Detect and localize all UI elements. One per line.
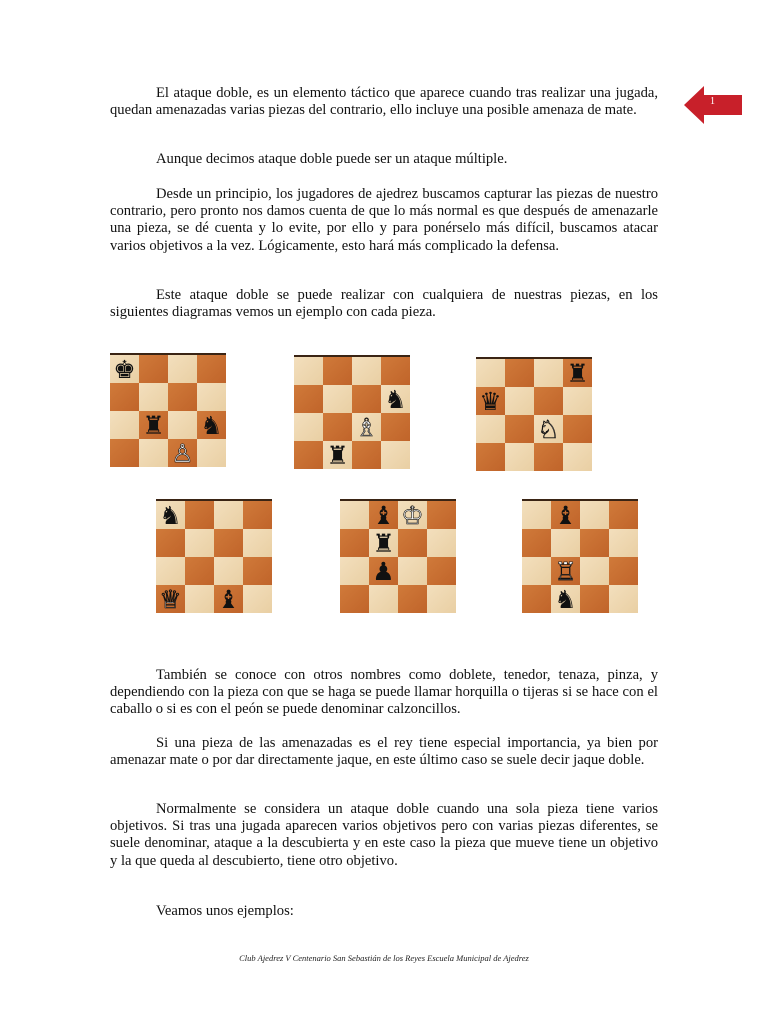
board-square bbox=[168, 439, 197, 467]
board-square bbox=[110, 411, 139, 439]
chess-diagram-4 bbox=[156, 499, 272, 613]
board-square bbox=[522, 501, 551, 529]
black-bishop-icon: ♝ bbox=[372, 500, 395, 530]
board-square bbox=[476, 443, 505, 471]
paragraph-beginning bbox=[110, 186, 658, 255]
white-pawn-icon: ♙ bbox=[171, 438, 194, 468]
board-square bbox=[294, 357, 323, 385]
paragraph-discovered-attack bbox=[110, 801, 658, 870]
board-square bbox=[340, 529, 369, 557]
board-square bbox=[505, 359, 534, 387]
board-square bbox=[294, 441, 323, 469]
board-square bbox=[427, 585, 456, 613]
board-square bbox=[340, 557, 369, 585]
board-square bbox=[185, 557, 214, 585]
board-square bbox=[398, 585, 427, 613]
board-square bbox=[352, 413, 381, 441]
board-square bbox=[398, 501, 427, 529]
board-square bbox=[243, 501, 272, 529]
board-square bbox=[534, 415, 563, 443]
board-square bbox=[505, 415, 534, 443]
chess-diagram-2 bbox=[294, 355, 410, 469]
board-square bbox=[168, 383, 197, 411]
board-square bbox=[563, 415, 592, 443]
board-square bbox=[294, 413, 323, 441]
black-king-icon: ♚ bbox=[113, 354, 136, 384]
board-square bbox=[214, 529, 243, 557]
board-square bbox=[522, 529, 551, 557]
chess-diagram-1 bbox=[110, 353, 226, 467]
board-square bbox=[197, 383, 226, 411]
paragraph-text: Este ataque doble se puede realizar con cualquiera de nuestras piezas, en los siguientes diagramas vemos un ejemplo con cada pieza. bbox=[110, 287, 658, 321]
board-square bbox=[323, 413, 352, 441]
board-square bbox=[243, 557, 272, 585]
board-square bbox=[476, 415, 505, 443]
board-square bbox=[563, 443, 592, 471]
board-square bbox=[156, 501, 185, 529]
board-square bbox=[534, 359, 563, 387]
board-square bbox=[323, 441, 352, 469]
board-square bbox=[551, 585, 580, 613]
board-square bbox=[427, 557, 456, 585]
board-square bbox=[427, 529, 456, 557]
chess-diagram-3 bbox=[476, 357, 592, 471]
board-square bbox=[369, 529, 398, 557]
board-square bbox=[340, 585, 369, 613]
paragraph-diagrams-intro bbox=[110, 287, 658, 321]
board-square bbox=[243, 529, 272, 557]
board-square bbox=[197, 411, 226, 439]
black-rook-icon: ♜ bbox=[326, 440, 349, 470]
board-square bbox=[139, 355, 168, 383]
board-square bbox=[340, 501, 369, 529]
black-rook-icon: ♜ bbox=[142, 410, 165, 440]
board-square bbox=[551, 501, 580, 529]
white-queen-icon: ♕ bbox=[159, 584, 182, 614]
board-square bbox=[398, 529, 427, 557]
board-square bbox=[381, 357, 410, 385]
board-square bbox=[369, 501, 398, 529]
page-number: 1 bbox=[710, 96, 715, 107]
paragraph-text: Si una pieza de las amenazadas es el rey tiene especial importancia, ya bien por amenazar mate o por dar directamente jaque, en este último caso se suele decir jaque doble. bbox=[110, 735, 658, 769]
board-square bbox=[214, 585, 243, 613]
board-square bbox=[534, 443, 563, 471]
board-square bbox=[522, 557, 551, 585]
board-square bbox=[369, 585, 398, 613]
board-square bbox=[381, 413, 410, 441]
board-square bbox=[381, 441, 410, 469]
board-square bbox=[139, 383, 168, 411]
paragraph-text: Aunque decimos ataque doble puede ser un ataque múltiple. bbox=[156, 151, 508, 167]
black-bishop-icon: ♝ bbox=[554, 500, 577, 530]
board-square bbox=[398, 557, 427, 585]
black-pawn-icon: ♟ bbox=[372, 556, 395, 586]
board-square bbox=[185, 501, 214, 529]
board-square bbox=[369, 557, 398, 585]
board-square bbox=[580, 529, 609, 557]
chess-diagram-5 bbox=[340, 499, 456, 613]
board-square bbox=[156, 557, 185, 585]
board-square bbox=[609, 529, 638, 557]
black-knight-icon: ♞ bbox=[554, 584, 577, 614]
board-square bbox=[476, 359, 505, 387]
board-square bbox=[381, 385, 410, 413]
paragraph-king bbox=[110, 735, 658, 769]
white-king-icon: ♔ bbox=[401, 500, 424, 530]
board-square bbox=[323, 357, 352, 385]
paragraph-other-names bbox=[110, 667, 658, 719]
black-bishop-icon: ♝ bbox=[217, 584, 240, 614]
board-square bbox=[352, 357, 381, 385]
board-square bbox=[609, 557, 638, 585]
black-knight-icon: ♞ bbox=[159, 500, 182, 530]
board-square bbox=[609, 501, 638, 529]
board-square bbox=[185, 585, 214, 613]
paragraph-text: También se conoce con otros nombres como doblete, tenedor, tenaza, pinza, y dependiendo con la pieza con que se haga se puede llamar horquilla o tijeras si se hace con el caballo o si es con el peón se puede denominar calzoncillos. bbox=[110, 667, 658, 718]
board-square bbox=[352, 385, 381, 413]
board-square bbox=[110, 383, 139, 411]
board-square bbox=[139, 411, 168, 439]
board-square bbox=[580, 557, 609, 585]
board-square bbox=[110, 355, 139, 383]
paragraph-text: El ataque doble, es un elemento táctico que aparece cuando tras realizar una jugada, quedan amenazadas varias piezas del contrario, ello incluye una posible amenaza de mate. bbox=[110, 85, 658, 119]
board-square bbox=[551, 529, 580, 557]
board-square bbox=[294, 385, 323, 413]
board-square bbox=[168, 355, 197, 383]
paragraph-text: Normalmente se considera un ataque doble cuando una sola pieza tiene varios objetivos. Si tras una jugada aparecen varios objetivos pero con varias piezas diferentes, se suele denominar, ataque a la descubierta y en este caso la pieza que mueve tiene un objetivo y la que queda al descubierto, tiene otro objetivo. bbox=[110, 801, 658, 869]
white-bishop-icon: ♗ bbox=[355, 412, 378, 442]
board-square bbox=[156, 529, 185, 557]
board-square bbox=[522, 585, 551, 613]
black-rook-icon: ♜ bbox=[566, 358, 589, 388]
board-square bbox=[214, 557, 243, 585]
board-square bbox=[139, 439, 168, 467]
board-square bbox=[185, 529, 214, 557]
black-knight-icon: ♞ bbox=[384, 384, 407, 414]
page-number-arrow bbox=[684, 86, 744, 124]
board-square bbox=[563, 387, 592, 415]
white-rook-icon: ♖ bbox=[554, 556, 577, 586]
paragraph-intro bbox=[110, 85, 658, 119]
board-square bbox=[214, 501, 243, 529]
board-square bbox=[427, 501, 456, 529]
board-square bbox=[563, 359, 592, 387]
paragraph-examples bbox=[110, 903, 658, 920]
board-square bbox=[197, 439, 226, 467]
board-square bbox=[476, 387, 505, 415]
black-knight-icon: ♞ bbox=[200, 410, 223, 440]
board-square bbox=[110, 439, 139, 467]
white-knight-icon: ♘ bbox=[537, 414, 560, 444]
board-square bbox=[580, 501, 609, 529]
board-square bbox=[534, 387, 563, 415]
board-square bbox=[505, 443, 534, 471]
board-square bbox=[197, 355, 226, 383]
page-footer: Club Ajedrez V Centenario San Sebastián de los Reyes Escuela Municipal de Ajedrez bbox=[239, 953, 529, 963]
board-square bbox=[551, 557, 580, 585]
board-square bbox=[580, 585, 609, 613]
board-square bbox=[168, 411, 197, 439]
board-square bbox=[505, 387, 534, 415]
board-square bbox=[352, 441, 381, 469]
board-square bbox=[323, 385, 352, 413]
board-square bbox=[243, 585, 272, 613]
paragraph-multiple bbox=[110, 151, 658, 168]
paragraph-text: Veamos unos ejemplos: bbox=[156, 903, 294, 919]
chess-diagram-6 bbox=[522, 499, 638, 613]
board-square bbox=[156, 585, 185, 613]
paragraph-text: Desde un principio, los jugadores de ajedrez buscamos capturar las piezas de nuestro contrario, pero pronto nos damos cuenta de que lo más normal es que después de amenazarle una pieza, se dé cuenta y lo evite, por ello y para ponérselo más difícil, buscamos atacar varios objetivos a la vez. Lógicamente, esto hará más complicado la defensa. bbox=[110, 186, 658, 254]
board-square bbox=[609, 585, 638, 613]
black-rook-icon: ♜ bbox=[372, 528, 395, 558]
black-queen-icon: ♛ bbox=[479, 386, 502, 416]
